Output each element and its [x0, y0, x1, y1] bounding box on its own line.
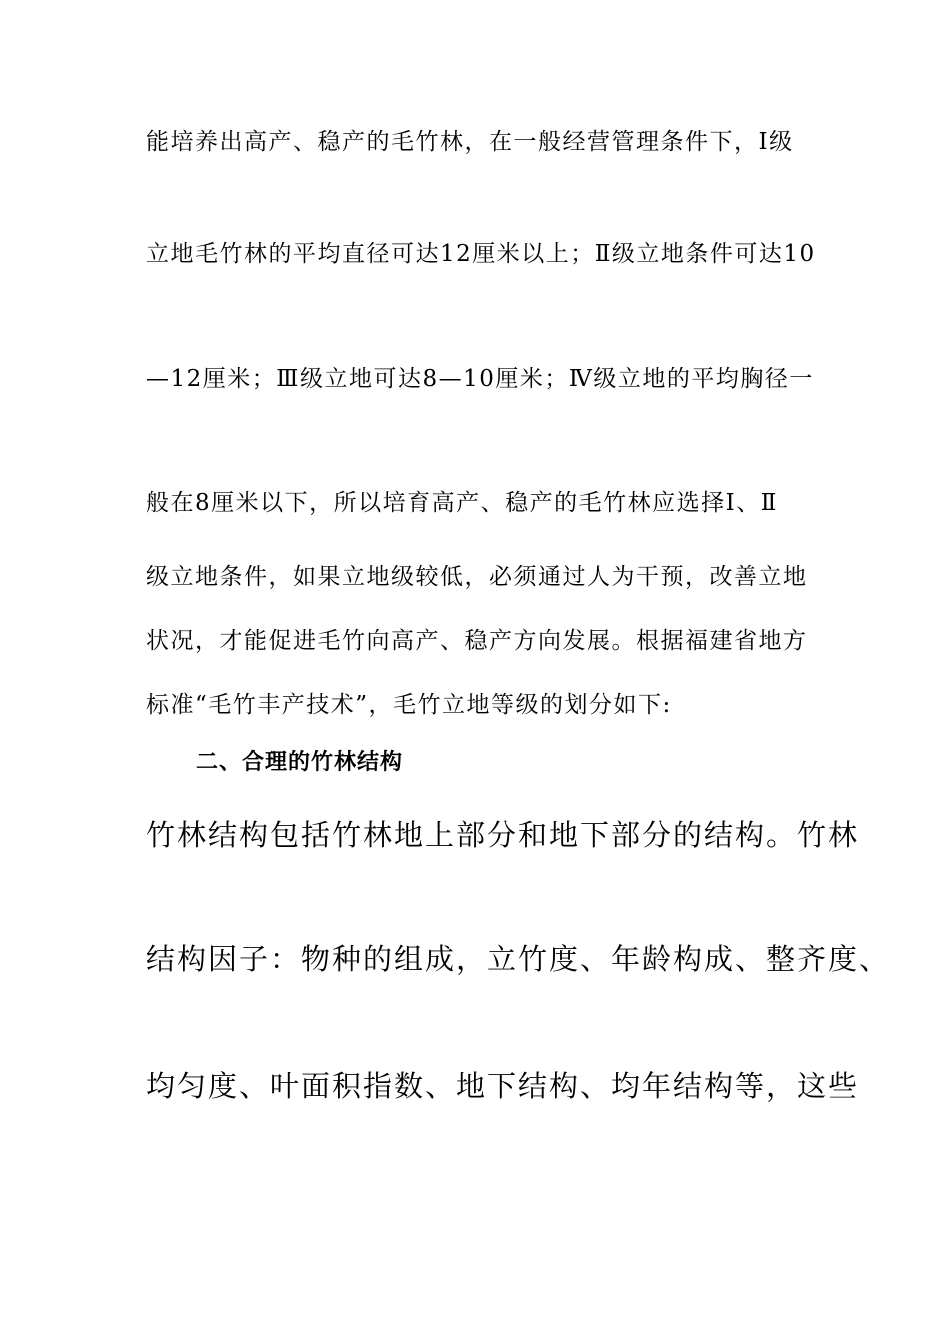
paragraph-line: 状况，才能促进毛竹向高产、稳产方向发展。根据福建省地方 [146, 628, 808, 654]
paragraph-line: 级立地条件，如果立地级较低，必须通过人为干预，改善立地 [146, 564, 808, 590]
paragraph-line: 般在8厘米以下，所以培育高产、稳产的毛竹林应选择Ⅰ、Ⅱ [146, 490, 778, 516]
paragraph-line: 均匀度、叶面积指数、地下结构、均年结构等，这些 [146, 1069, 860, 1103]
paragraph-line: 立地毛竹林的平均直径可达12厘米以上；Ⅱ级立地条件可达10 [146, 241, 816, 267]
paragraph-line: —12厘米；Ⅲ级立地可达8—10厘米；Ⅳ级立地的平均胸径一 [146, 366, 814, 392]
paragraph-line: 标准“毛竹丰产技术”，毛竹立地等级的划分如下: [146, 692, 672, 718]
paragraph-line: 竹林结构包括竹林地上部分和地下部分的结构。竹林 [146, 818, 860, 852]
paragraph-line: 能培养出高产、稳产的毛竹林，在一般经营管理条件下，Ⅰ级 [146, 129, 794, 155]
paragraph-line: 结构因子：物种的组成，立竹度、年龄构成、整齐度、 [146, 942, 891, 976]
section-heading: 二、合理的竹林结构 [196, 750, 404, 775]
